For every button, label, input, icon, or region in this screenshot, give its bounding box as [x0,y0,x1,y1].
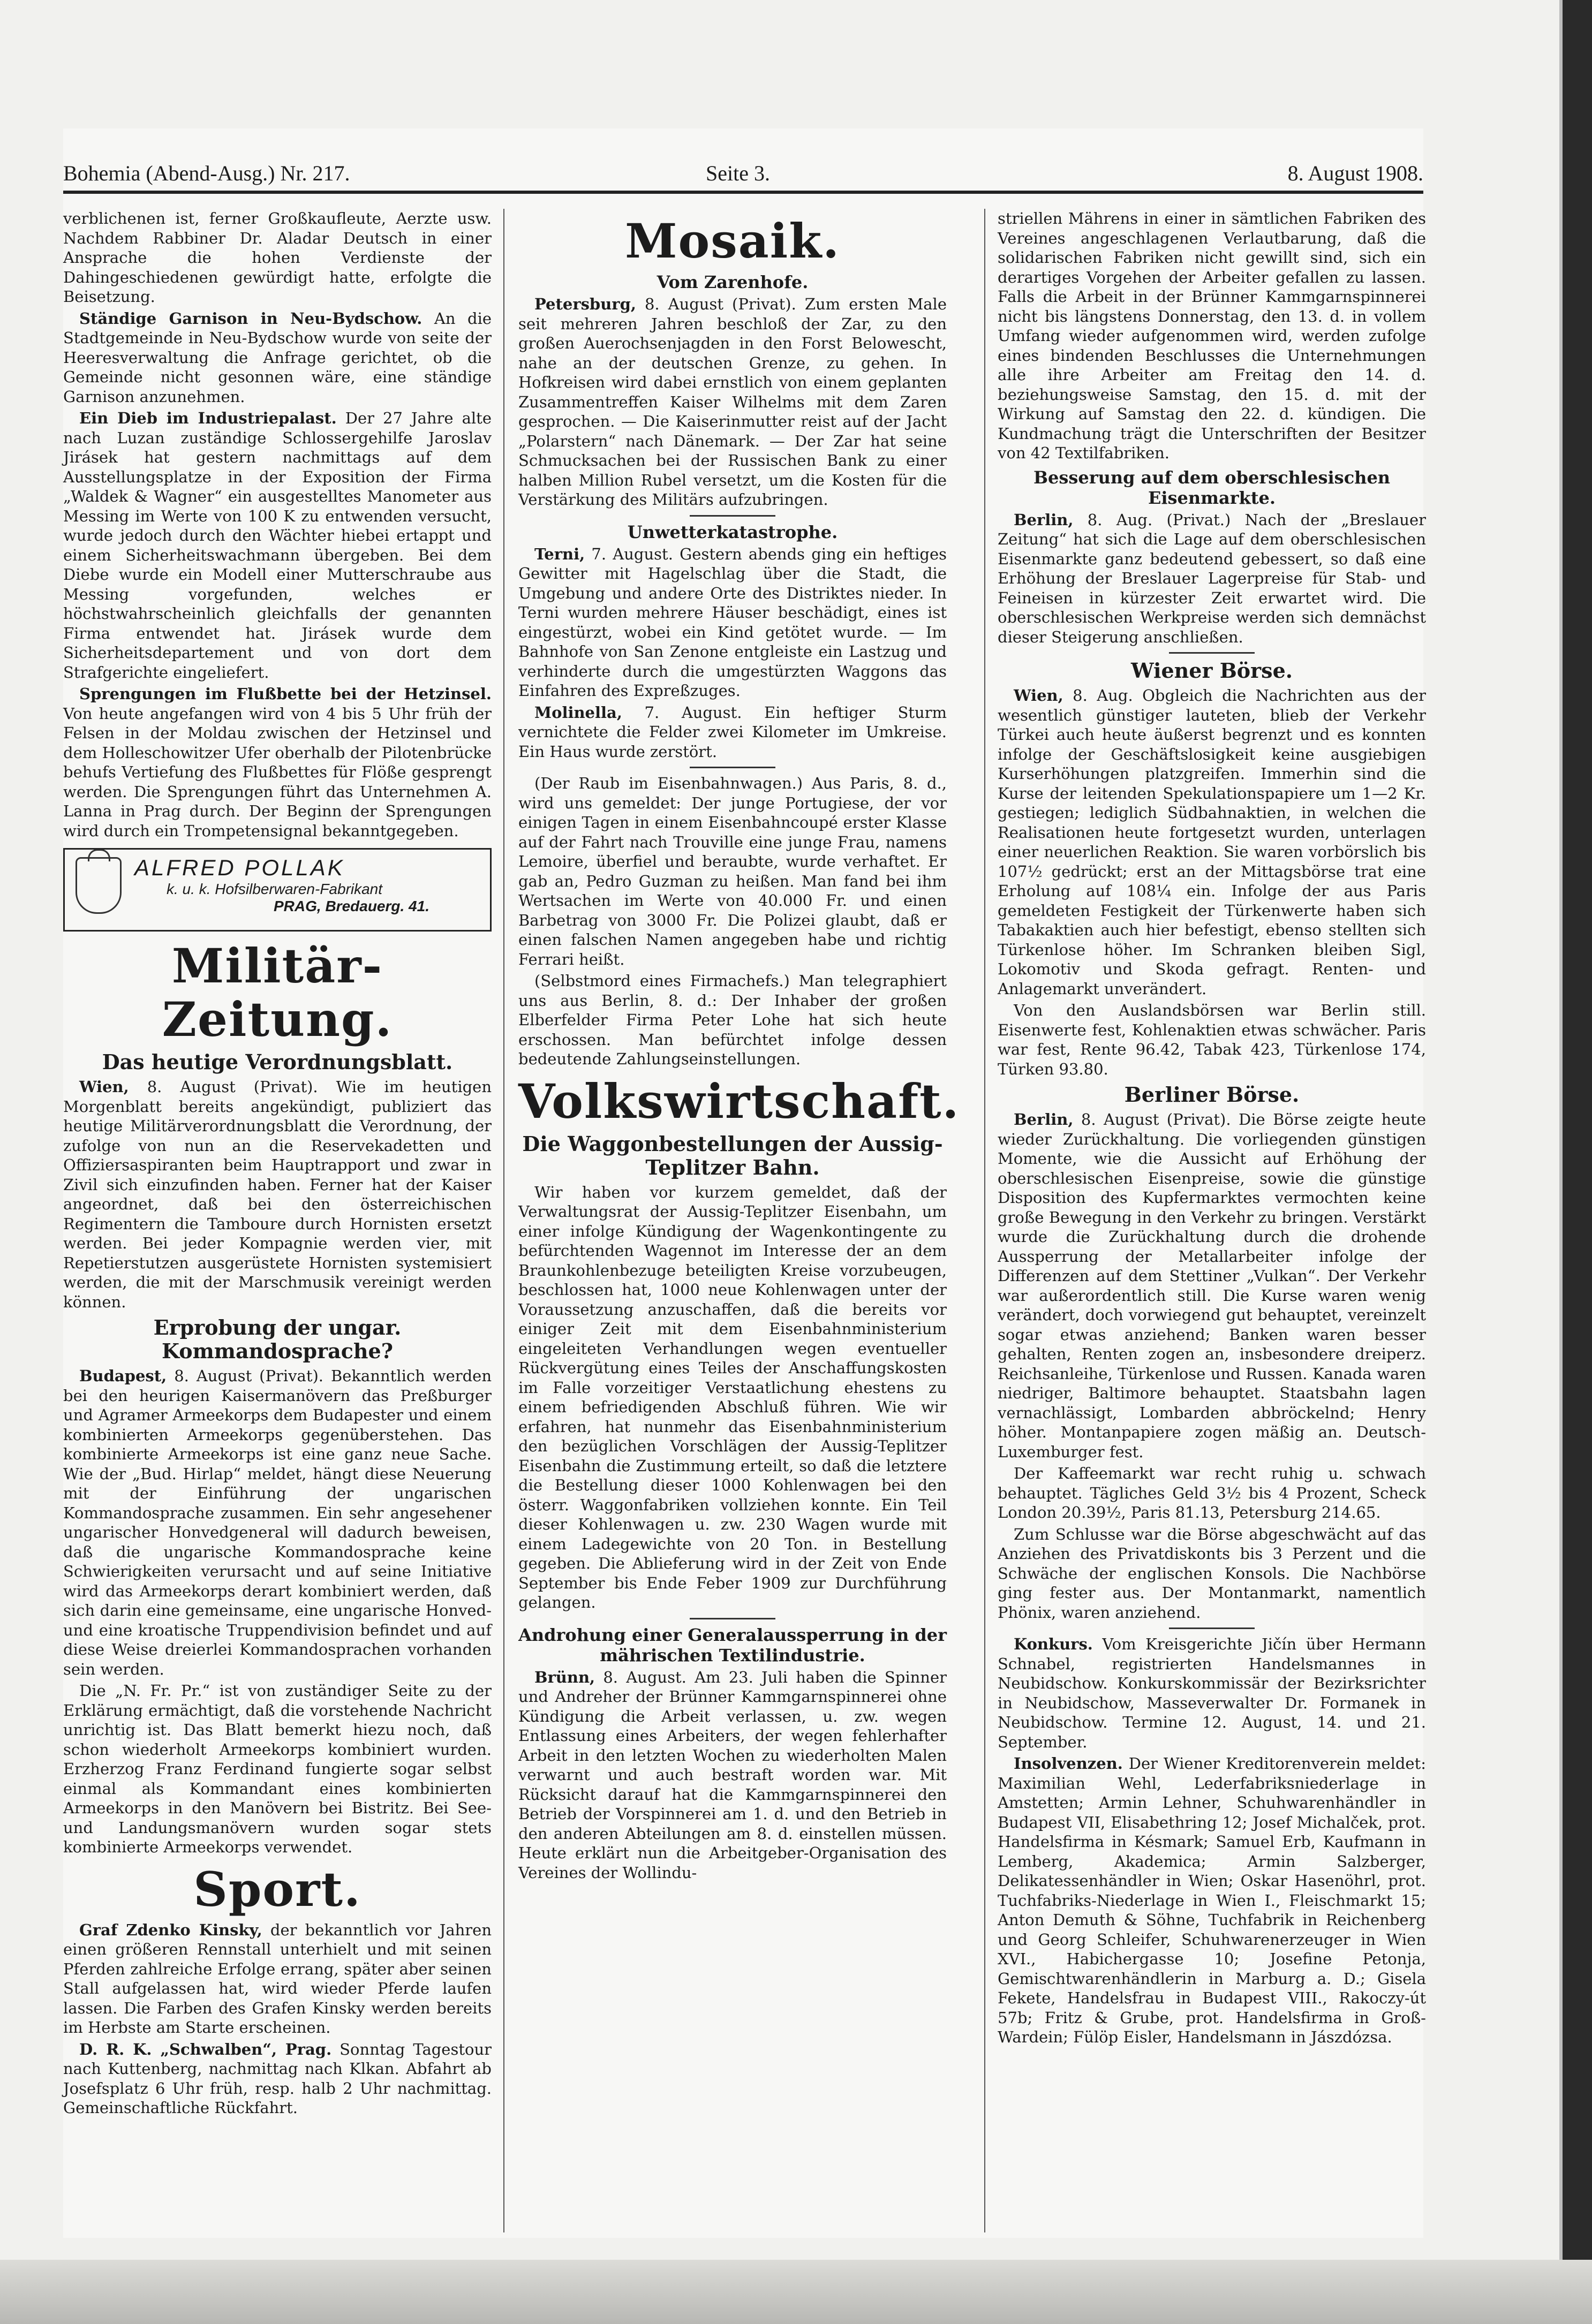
article-text: 8. August. Am 23. Juli haben die Spinner und Andreher der Brünner Kammgarnspinnerei ohne Kündigung die Arbeit verlassen, u. zw. wegen Entlassung eines Arbeiters, der wegen fehlerhafter Arbeit in den letzten Wochen zu wiederholten Malen verwarnt und auch bestraft worden war. Mit Rücksicht darauf hat die Kammgarnspinnerei den Betrieb der Vorspinnerei am 1. d. und den Betrieb in den anderen Abteilungen am 8. d. einstellen müssen. Heute erklärt nun die Arbeitgeber-Organisation des Vereines der Wollindu- [518,1668,947,1882]
crest-icon [76,857,122,914]
section-title: Sport. [193,1861,361,1917]
ad-tagline: k. u. k. Hofsilberwaren-Fabrikant [167,881,383,897]
article-paragraph [63,1920,492,2038]
header-date: 8. August 1908. [1287,161,1423,185]
article-text: (Selbstmord eines Firmachefs.) Man telegraphiert uns aus Berlin, 8. d.: Der Inhaber der großen Elberfelder Firma Peter Lohe hat sich heute erschossen. Man befürchtet infolge dessen bedeutende Zahlungseinstellungen. [518,972,947,1068]
article-title: Die Waggonbestellungen der Aussig-Teplitzer Bahn. [522,1131,943,1179]
article-paragraph [63,1366,492,1679]
article-title: Vom Zarenhofe. [657,272,809,292]
article-headline: Insolvenzen. [1014,1754,1123,1773]
article-headline: Graf Zdenko Kinsky, [79,1920,262,1939]
article-paragraph [998,1634,1426,1752]
dateline: Wien, [1014,686,1063,705]
header-rule [63,191,1423,194]
article-headline: Konkurs. [1014,1635,1093,1653]
article-text: Der Kaffeemarkt war recht ruhig u. schwach behauptet. Tägliches Geld 3½ bis 4 Prozent, Scheck London 20.39½, Paris 81.13, Petersburg 214.65. [998,1464,1426,1521]
article-title: Wiener Börse. [1131,658,1293,683]
scan-bottom-margin [0,2260,1592,2324]
article-headline: Ständige Garnison in Neu-Bydschow. [79,309,422,328]
column-1 [63,209,492,2120]
section-title: Mosaik. [625,213,840,269]
article-text: 8. Aug. Obgleich die Nachrichten aus der wesentlich günstiger lauteten, blieb der Verkehr Türkei auch heute äußerst begrenzt und es konnten infolge der Geschäftslosigkeit keine ausgiebigen Kurserhöhungen platzgreifen. Immerhin sind die Kurse der leitenden Spekulationspapiere um 1—2 Kr. gestiegen; lediglich Südbahnaktien, in welchen die Realisationen heute fortgesetzt wurden, unterlagen einer neuerlichen Reaktion. Sie waren vorbörslich bis 107½ gedrückt; erst an der Mittagsbörse trat eine Erholung auf 108¼ ein. Infolge der aus Paris gemeldeten Festigkeit der Türkenwerte haben sich Tabakaktien auch hier befestigt, ebenso stellten sich Türkenlose höher. Im Schranken bleiben Sigl, Lokomotiv und Skoda gefragt. Renten- und Anlagemarkt unverändert. [998,686,1426,998]
article-title: Das heutige Verordnungsblatt. [102,1050,453,1074]
dateline: Petersburg, [534,295,636,313]
section-title: Militär-Zeitung. [162,938,393,1047]
article-headline: D. R. K. „Schwalben“, Prag. [79,2040,332,2058]
newspaper-page [63,128,1426,2238]
dateline: Terni, [534,544,585,563]
header-publication: Bohemia (Abend-Ausg.) Nr. 217. [63,161,350,185]
article-headline: Sprengungen im Flußbette bei der Hetzinsel. [79,685,492,703]
article-text: Die „N. Fr. Pr.“ ist von zuständiger Seite zu der Erklärung ermächtigt, daß die vorstehende Nachricht unrichtig ist. Das Blatt bemerkt hiezu noch, daß schon wiederholt Armeekorps kombiniert wurden. Erzherzog Franz Ferdinand fungierte sogar selbst einmal als Kommandant eines kombinierten Armeekorps in den Manövern bei Bistritz. Bei See- und Landungsmanövern wurden sogar stets kombinierte Armeekorps verwendet. [63,1682,492,1856]
article-paragraph [518,1668,947,1883]
article-title: Berliner Börse. [1124,1082,1300,1107]
dateline: Berlin, [1014,1110,1074,1129]
article-text: 7. August. Gestern abends ging ein heftiges Gewitter mit Hagelschlag über die Stadt, die Umgebung und andere Orte des Distriktes nieder. In Terni wurden mehrere Häuser beschädigt, eines ist eingestürzt, wobei ein Kind getötet wurde. — Im Bahnhofe von San Zenone entgleiste ein Lastzug und verhinderte durch die umgestürzten Waggons das Einfahren des Expreßzuges. [518,544,947,700]
article-text: 8. Aug. (Privat.) Nach der „Breslauer Zeitung“ hat sich die Lage auf dem oberschlesischen Eisenmarkte ganz bedeutend gebessert, so daß eine Erhöhung der Breslauer Lagerpreise für Stab- und Feineisen in kürzester Zeit erwartet wird. Die oberschlesischen Werkpreise werden sich demnächst dieser Steigerung anschließen. [998,510,1426,646]
article-text: der bekanntlich vor Jahren einen größeren Rennstall unterhielt und mit seinen Pferden zahlreiche Erfolge errang, später aber seinen Stall aufgelassen hat, wird wieder Pferde laufen lassen. Die Farben des Grafen Kinsky werden bereits im Herbste am Starte erscheinen. [63,1920,492,2037]
article-text: verblichenen ist, ferner Großkaufleute, Aerzte usw. Nachdem Rabbiner Dr. Aladar Deutsch in einer Ansprache die hohen Verdienste der Dahingeschiedenen gewürdigt hatte, erfolgte die Beisetzung. [63,209,492,306]
article-paragraph [998,686,1426,998]
article-headline: Ein Dieb im Industriepalast. [79,409,337,427]
article-paragraph [63,309,492,407]
ad-company-name: ALFRED POLLAK [134,855,345,880]
article-paragraph [63,2040,492,2118]
article-text: 8. August (Privat). Bekanntlich werden bei den heurigen Kaisermanövern das Preßburger und Agramer Armeekorps dem Budapester und einem kombinierten Armeekorps gegenüberstehen. Das kombinierte Armeekorps ist eine ganz neue Sache. Wie der „Bud. Hirlap“ meldet, hängt diese Neuerung mit der Einführung der ungarischen Kommandosprache zusammen. Ein sehr angesehener ungarischer Honvedgeneral will dadurch beweisen, daß die ungarische Kommandosprache keine Schwierigkeiten verursacht und auf seine Initiative wird das Armeekorps derart kombiniert werden, daß sich darin eine gemeinsame, eine ungarische Honved- und eine kroatische Truppendivision befindet und auf diese Weise dreierlei Kommandosprachen vorhanden sein werden. [63,1367,492,1678]
article-paragraph [998,510,1426,647]
article-text: 8. August (Privat). Wie im heutigen Morgenblatt bereits angekündigt, publiziert das heutige Militärverordnungsblatt die Verordnung, der zufolge von nun an die Reservekadetten und Offiziersaspiranten beim Hauptrapport und zwar in Zivil sich einzufinden haben. Ferner hat der Kaiser angeordnet, daß bei den österreichischen Regimentern die Tamboure durch Hornisten ersetzt werden. Bei jeder Kompagnie werden vier, mit Repetierstutzen ausgerüstete Hornisten systemisiert werden, die mit der Marschmusik vereinigt werden können. [63,1078,492,1311]
article-text: Wir haben vor kurzem gemeldet, daß der Verwaltungsrat der Aussig-Teplitzer Eisenbahn, um einer infolge Kündigung der Wagenkontingente zu befürchtenden Wagennot im Interesse der an dem Braunkohlenbezuge beteiligten Kreise vorzubeugen, beschlossen hat, 1000 neue Kohlenwagen unter der Voraussetzung anzuschaffen, daß die bereits vor einiger Zeit mit dem Eisenbahnministerium eingeleiteten Verhandlungen wegen eventueller Rückvergütung eines Teiles der Anschaffungskosten im Falle vorzeitiger Verstaatlichung ehestens zu einem befriedigenden Abschluß führen. Wie wir erfahren, hat nunmehr das Eisenbahnministerium den bezüglichen Vorschlägen der Aussig-Teplitzer Eisenbahn die Zustimmung erteilt, so daß die letztere die Bestellung dieser 1000 Kohlenwagen bei den österr. Waggonfabriken vollziehen konnte. Ein Teil dieser Kohlenwagen u. zw. 230 Wagen wurde mit einem Ladegewichte von 20 Ton. in Bestellung gegeben. Die Ablieferung wird in der Zeit von Ende September bis Ende Feber 1909 zur Durchführung gelangen. [518,1183,947,1611]
article-text: An die Stadtgemeinde in Neu-Bydschow wurde von seite der Heeresverwaltung die Anfrage gerichtet, ob die Gemeinde nicht gesonnen wäre, eine ständige Garnison anzunehmen. [63,309,492,406]
dateline: Wien, [79,1078,129,1096]
article-text: Vom Kreisgerichte Jičín über Hermann Schnabel, registrierten Handelsmannes in Neubidschow. Konkurskommissär der Bezirksrichter in Neubidschow, Masseverwalter Dr. Formanek in Neubidschow. Termine 12. August, 14. und 21. September. [998,1635,1426,1751]
article-text: Von den Auslandsbörsen war Berlin still. Eisenwerte fest, Kohlenaktien etwas schwächer. Paris war fest, Rente 96.42, Tabak 423, Türkenlose 174, Türken 93.80. [998,1001,1426,1078]
separator [690,767,775,768]
article-title: Androhung einer Generalaussperrung in der mährischen Textilindustrie. [518,1624,947,1666]
article-text: (Der Raub im Eisenbahnwagen.) Aus Paris, 8. d., wird uns gemeldet: Der junge Portugiese, der vor einigen Tagen in einem Eisenbahncoupé erster Klasse auf der Fahrt nach Trouville eine junge Frau, namens Lemoire, überfiel und beraubte, wurde verhaftet. Er gab an, Pedro Guzman zu heißen. Man fand bei ihm Wertsachen im Werte von 40.000 Fr. und einen Barbetrag von 3000 Fr. Die Polizei glaubt, daß er einen falschen Namen angegeben habe und richtig Ferrari heißt. [518,774,947,968]
article-text: striellen Mährens in einer in sämtlichen Fabriken des Vereines angeschlagenen Verlautbarung, daß die solidarischen Fabriken nicht gewillt sind, sich ein derartiges Vorgehen der Arbeiter gefallen zu lassen. Falls die Arbeit in der Brünner Kammgarnspinnerei nicht bis längstens Donnerstag, den 13. d. in vollem Umfang wieder aufgenommen wird, werden zufolge eines bindenden Beschlusses die Unternehmungen alle ihre Arbeiter am Freitag den 14. d. beziehungsweise Samstag, den 15. d. mit der Wirkung auf Samstag den 22. d. kündigen. Die Kundmachung trägt die Unterschriften der Besitzer von 42 Textilfabriken. [998,209,1426,462]
article-paragraph [63,684,492,841]
section-title: Volkswirtschaft. [518,1073,960,1129]
article-paragraph [518,294,947,510]
dateline: Berlin, [1014,510,1074,529]
article-text: 7. August. Ein heftiger Sturm vernichtete die Felder zwei Kilometer im Umkreise. Ein Haus wurde zerstört. [518,703,947,761]
article-text: Zum Schlusse war die Börse abgeschwächt auf das Anziehen des Privatdiskonts bis 3 Perzent und die Schwäche der englischen Konsols. Die Nachbörse ging fester aus. Der Montanmarkt, namentlich Phönix, waren anziehend. [998,1525,1426,1622]
article-text: 8. August (Privat). Zum ersten Male seit mehreren Jahren beschloß der Zar, zu den großen Auerochsenjagden in den Forst Belowescht, nahe an der deutschen Grenze, zu gehen. In Hofkreisen wird dabei ernstlich von einem geplanten Zusammentreffen Kaiser Wilhelms mit dem Zaren gesprochen. — Die Kaiserinmutter reist auf der Jacht „Polarstern“ nach Dänemark. — Der Zar hat seine Schmucksachen bei der Russischen Bank zu einer halben Million Rubel versetzt, um die Kosten für die Verstärkung des Militärs aufzubringen. [518,295,947,509]
column-2 [518,209,960,1884]
article-paragraph [63,408,492,682]
dateline: Budapest, [79,1367,167,1385]
separator [690,515,775,517]
article-text: Sonntag Tagestour nach Kuttenberg, nachmittag nach Klkan. Abfahrt ab Josefsplatz 6 Uhr früh, resp. halb 2 Uhr nachmittag. Gemeinschaftliche Rückfahrt. [63,2040,492,2117]
advertisement [63,848,492,932]
article-paragraph [63,1077,492,1312]
separator [1169,652,1255,654]
dateline: Molinella, [534,703,622,722]
article-title: Besserung auf dem oberschlesischen Eisenmarkte. [1033,467,1391,508]
article-paragraph [518,544,947,701]
article-text: 8. August (Privat). Die Börse zeigte heute wieder Zurückhaltung. Die vorliegenden günstigen Momente, wie die Aussicht auf Erhöhung der oberschlesischen Eisenpreise, sowie die günstige Disposition des Kupfermarktes vermochten keine große Bewegung in den Verkehr zu bringen. Verstärkt wurde die Zurückhaltung durch die drohende Aussperrung der Metallarbeiter infolge der Differenzen auf dem Stettiner „Vulkan“. Der Verkehr war außerordentlich still. Die Kurse waren wenig verändert, doch vorwiegend gut behauptet, vereinzelt sogar etwas anziehend; Banken waren besser gehalten, Renten zogen an, insbesondere dreiperz. Reichsanleihe, Türkenlose und Russen. Kanada waren niedriger, Baltimore behauptet. Staatsbahn lagen vernachlässigt, Lombarden abbröckelnd; Henry höher. Montanpapiere zogen mäßig an. Deutsch-Luxemburger fest. [998,1110,1426,1461]
separator [690,1618,775,1619]
ad-address: PRAG, Bredauerg. 41. [274,898,429,914]
dateline: Brünn, [534,1668,595,1686]
header-page-number: Seite 3. [706,161,770,185]
article-paragraph [998,1110,1426,1462]
article-title: Erprobung der ungar. Kommandosprache? [153,1315,402,1363]
article-text: Von heute angefangen wird von 4 bis 5 Uhr früh der Felsen in der Moldau zwischen der Hetzinsel und dem Holleschowitzer Ufer oberhalb der Pilotenbrücke behufs Vertiefung des Flußbettes für Flöße gesprengt werden. Die Sprengungen führt das Unternehmen A. Lanna in Prag durch. Der Beginn der Sprengungen wird durch ein Trompetensignal bekanntgegeben. [63,704,492,840]
column-3 [998,209,1426,2049]
article-text: Der 27 Jahre alte nach Luzan zuständige Schlossergehilfe Jaroslav Jirásek hat gestern nachmittags auf dem Ausstellungsplatze in der Exposition der Firma „Waldek & Wagner“ ein ausgestelltes Manometer aus Messing im Werte von 100 K zu entwenden versucht, wurde jedoch durch den Wächter hiebei ertappt und einem Sicherheitswachmann übergeben. Bei dem Diebe wurde ein Modell einer Mutterschraube aus Messing vorgefunden, welches er höchstwahrscheinlich gleichfalls der genannten Firma entwendet hat. Jirásek wurde dem Sicherheitsdepartement und von dort dem Strafgerichte eingeliefert. [63,409,492,682]
separator [1169,1627,1255,1629]
column-divider [984,209,985,2232]
column-divider [503,209,504,2232]
article-paragraph [518,703,947,762]
article-paragraph [998,1754,1426,2047]
article-text: Der Wiener Kreditorenverein meldet: Maximilian Wehl, Lederfabriksniederlage in Amstetten; Armin Lehner, Schuhwarenhändler in Budapest VII, Elisabethring 12; Josef Michalček, prot. Handelsfirma in Késmark; Samuel Erb, Kaufmann in Lemberg, Akademica; Armin Salzberger, Delikatessenhändler in Wien; Oskar Hasenöhrl, prot. Tuchfabriks-Niederlage in Wien I., Fleischmarkt 15; Anton Demuth & Söhne, Tuchfabrik in Reichenberg und Georg Schleifer, Schuhwarenerzeuger in Wien XVI., Habichergasse 10; Josefine Petonja, Gemischtwarenhändlerin in Marburg a. D.; Gisela Fekete, Handelsfrau in Budapest VIII., Rakoczy-út 57b; Fritz & Grube, prot. Handelsfirma in Groß-Wardein; Fülöp Eisler, Handelsmann in Jászdózsa. [998,1754,1426,2046]
scan-edge [1563,0,1592,2324]
article-title: Unwetterkatastrophe. [627,521,838,542]
